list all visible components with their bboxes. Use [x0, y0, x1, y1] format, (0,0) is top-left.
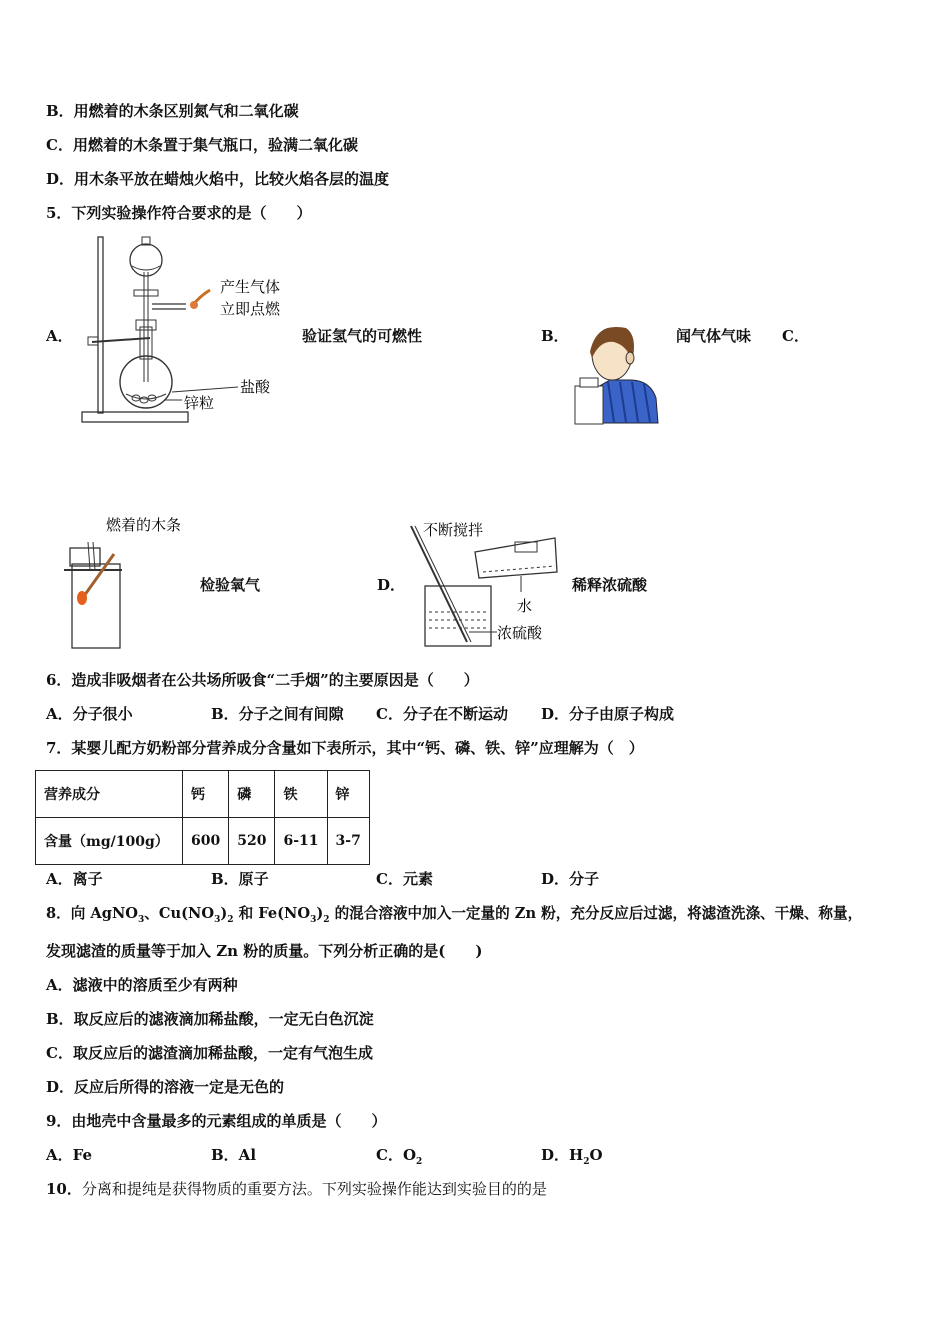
- fig-a-label-acid: 盐酸: [240, 378, 271, 396]
- q8-option-a: A．滤液中的溶质至少有两种: [46, 976, 238, 994]
- q9-option-d: D．$H_2O$: [541, 1146, 603, 1167]
- hydrogen-apparatus-figure: [78, 232, 308, 432]
- fig-d-label-water: 水: [517, 597, 533, 615]
- oxygen-test-figure: [62, 512, 202, 652]
- q10-stem: 10．分离和提纯是获得物质的重要方法。下列实验操作能达到实验目的的是: [46, 1180, 547, 1198]
- q7-option-d: D．分子: [541, 870, 600, 888]
- q5-option-d-desc: 稀释浓硫酸: [572, 576, 648, 594]
- q6-option-d: D．分子由原子构成: [541, 705, 675, 723]
- q5-option-b-letter: B．: [541, 327, 569, 345]
- q7-option-b: B．原子: [211, 870, 269, 888]
- q5-option-c-letter: C．: [782, 327, 809, 345]
- q7-option-c: C．元素: [376, 870, 433, 888]
- table-row: [36, 818, 370, 865]
- fig-a-label-ignite: 立即点燃: [220, 300, 281, 318]
- q8-option-d: D．反应后所得的溶液一定是无色的: [46, 1078, 285, 1096]
- fig-c-label-stick: 燃着的木条: [106, 516, 182, 534]
- table-cell: 6-11: [275, 818, 327, 865]
- table-cell: 锌: [327, 771, 369, 818]
- q8-option-b: B．取反应后的滤液滴加稀盐酸，一定无白色沉淀: [46, 1010, 374, 1028]
- q6-option-b: B．分子之间有间隙: [211, 705, 344, 723]
- q7-stem: 7．某婴儿配方奶粉部分营养成分含量如下表所示，其中“钙、磷、铁、锌”应理解为（ ）: [46, 739, 644, 757]
- fig-d-label-acid: 浓硫酸: [497, 624, 543, 642]
- smelling-gas-figure: [570, 318, 665, 428]
- table-cell: 营养成分: [36, 771, 183, 818]
- q9-stem: 9．由地壳中含量最多的元素组成的单质是（ ）: [46, 1112, 387, 1130]
- table-cell: 600: [183, 818, 229, 865]
- q8-stem-line1: 8．向 AgNO$_3$、$Cu(NO_3)_2$ 和 $Fe(NO_3)_2$ 的混合溶液中加入一定量的 Zn 粉，充分反应后过滤，将滤渣洗涤、干燥、称量，: [46, 905, 863, 925]
- q5-option-a-desc: 验证氢气的可燃性: [302, 327, 423, 345]
- q9-option-b: B．Al: [211, 1146, 257, 1164]
- fig-a-label-zinc: 锌粒: [184, 394, 215, 412]
- q9-option-c: C．$O_2$: [376, 1146, 423, 1167]
- table-row: [36, 771, 370, 818]
- table-cell: 含量（mg/100g）: [36, 818, 183, 865]
- dilution-figure: [405, 516, 565, 648]
- q6-stem: 6．造成非吸烟者在公共场所吸食“二手烟”的主要原因是（ ）: [46, 671, 479, 689]
- q8-option-c: C．取反应后的滤渣滴加稀盐酸，一定有气泡生成: [46, 1044, 373, 1062]
- table-cell: 3-7: [327, 818, 369, 865]
- q5-option-d-letter: D．: [377, 576, 406, 594]
- q8-stem-line2: 发现滤渣的质量等于加入 Zn 粉的质量。下列分析正确的是( ): [46, 942, 483, 960]
- q4-option-b: B．用燃着的木条区别氮气和二氧化碳: [46, 102, 299, 120]
- q5-option-b-desc: 闻气体气味: [676, 327, 752, 345]
- table-cell: 520: [229, 818, 275, 865]
- q5-stem: 5．下列实验操作符合要求的是（ ）: [46, 204, 312, 222]
- table-cell: 铁: [275, 771, 327, 818]
- q5-option-c-desc: 检验氧气: [200, 576, 261, 594]
- table-cell: 钙: [183, 771, 229, 818]
- fig-a-label-gas: 产生气体: [220, 278, 281, 296]
- q4-option-d: D．用木条平放在蜡烛火焰中，比较火焰各层的温度: [46, 170, 390, 188]
- q9-option-a: A．Fe: [46, 1146, 93, 1164]
- nutrition-table: [35, 770, 370, 865]
- q6-option-a: A．分子很小: [46, 705, 133, 723]
- q7-option-a: A．离子: [46, 870, 103, 888]
- table-cell: 磷: [229, 771, 275, 818]
- q5-option-a-letter: A．: [46, 327, 73, 345]
- q4-option-c: C．用燃着的木条置于集气瓶口，验满二氧化碳: [46, 136, 358, 154]
- q6-option-c: C．分子在不断运动: [376, 705, 508, 723]
- fig-d-label-stir: 不断搅拌: [423, 521, 484, 539]
